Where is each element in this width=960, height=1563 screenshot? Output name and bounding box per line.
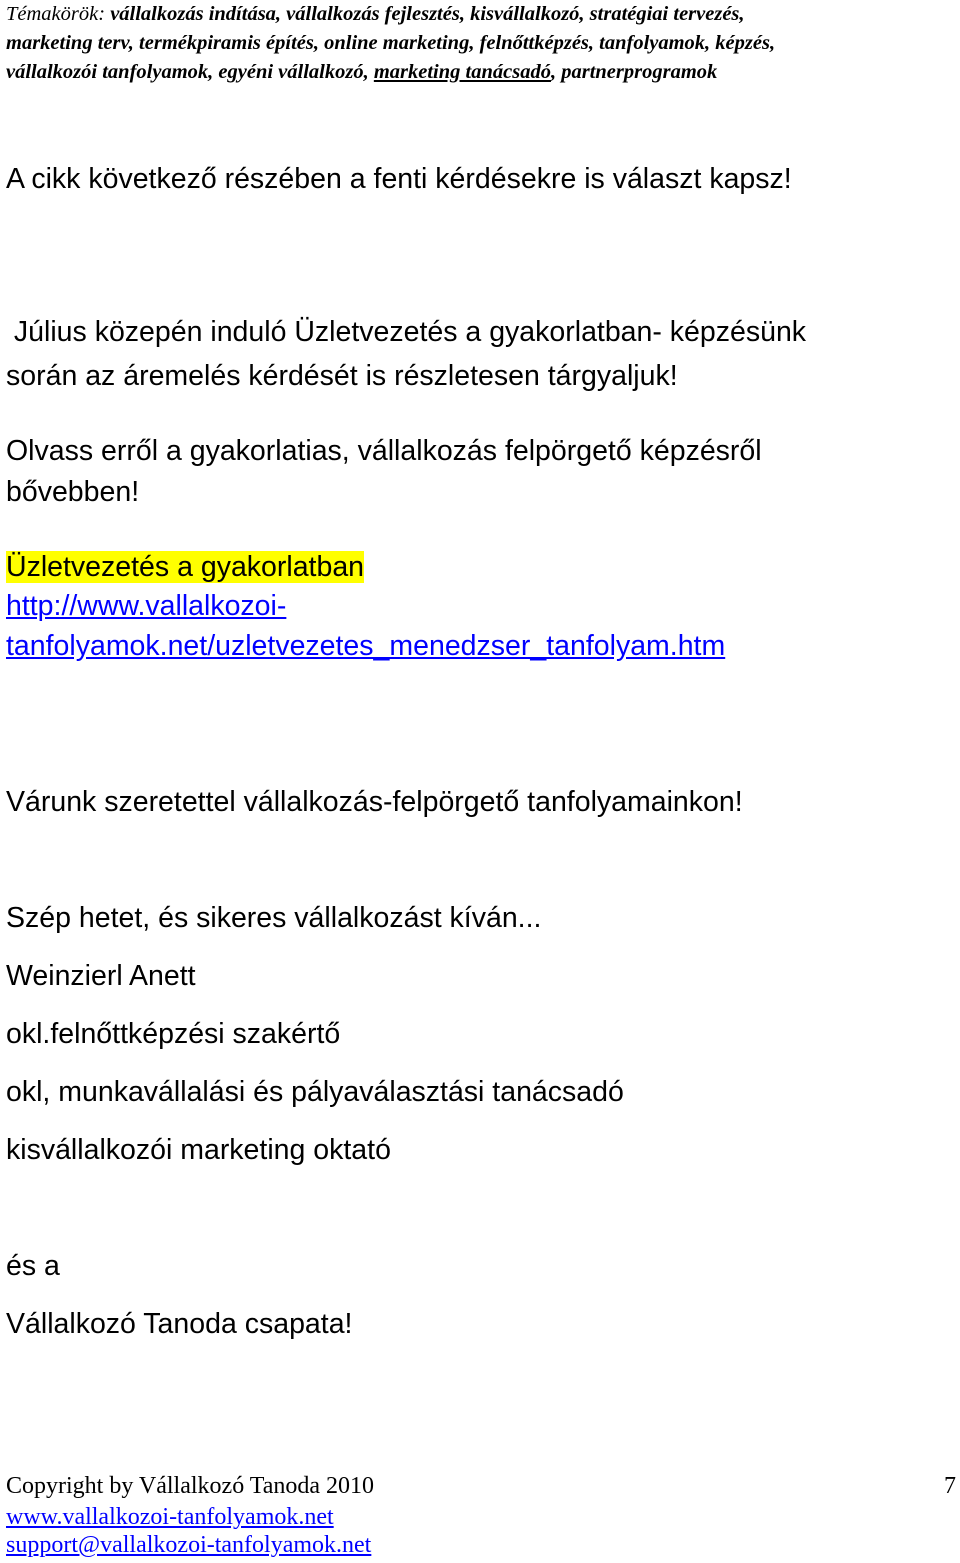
paragraph-greeting: Szép hetet, és sikeres vállalkozást kíván... — [6, 902, 542, 934]
paragraph-next-part: A cikk következő részében a fenti kérdésekre is választ kapsz! — [6, 163, 792, 195]
paragraph-course-line-2: során az áremelés kérdését is részletesen tárgyaljuk! — [6, 360, 678, 392]
footer-copyright: Copyright by Vállalkozó Tanoda 2010 — [6, 1473, 375, 1499]
marketing-consultant-link[interactable]: marketing tanácsadó — [373, 61, 551, 83]
page-number: 7 — [944, 1473, 956, 1499]
signature-role-2: okl, munkavállalási és pályaválasztási tanácsadó — [6, 1076, 624, 1108]
topics-keywords-2: marketing terv, termékpiramis építés, online marketing, felnőttképzés, tanfolyamok, képzés, — [6, 32, 776, 54]
signature-team: Vállalkozó Tanoda csapata! — [6, 1308, 353, 1340]
signature-role-3: kisvállalkozói marketing oktató — [6, 1134, 391, 1166]
topics-header — [6, 0, 956, 87]
topics-keywords-3a: vállalkozói tanfolyamok, egyéni vállalkozó, — [6, 61, 369, 83]
paragraph-read-more-line-2: bővebben! — [6, 476, 140, 508]
topics-label: Témakörök: — [6, 3, 106, 25]
course-title-highlight: Üzletvezetés a gyakorlatban — [6, 551, 365, 583]
topics-line-3 — [6, 58, 956, 87]
course-title-line — [6, 551, 956, 584]
course-url-link-line-2[interactable]: tanfolyamok.net/uzletvezetes_menedzser_tanfolyam.htm — [6, 630, 726, 662]
paragraph-course-line-1: Július közepén induló Üzletvezetés a gyakorlatban- képzésünk — [6, 316, 807, 348]
signature-role-1: okl.felnőttképzési szakértő — [6, 1018, 341, 1050]
paragraph-welcome: Várunk szeretettel vállalkozás-felpörgető tanfolyamainkon! — [6, 786, 743, 818]
footer-copyright-line — [6, 1472, 956, 1500]
topics-keywords-1: vállalkozás indítása, vállalkozás fejlesztés, kisvállalkozó, stratégiai tervezés, — [110, 3, 745, 25]
topics-keywords-3b: , partnerprogramok — [550, 61, 718, 83]
paragraph-read-more-line-1: Olvass erről a gyakorlatias, vállalkozás felpörgető képzésről — [6, 435, 762, 467]
footer-website-link[interactable]: www.vallalkozoi-tanfolyamok.net — [6, 1504, 334, 1530]
signature-and: és a — [6, 1250, 60, 1282]
signature-name: Weinzierl Anett — [6, 960, 196, 992]
footer-email-link[interactable]: support@vallalkozoi-tanfolyamok.net — [6, 1532, 372, 1558]
course-url-link-line-1[interactable]: http://www.vallalkozoi- — [6, 590, 287, 622]
topics-line-1 — [6, 0, 956, 29]
